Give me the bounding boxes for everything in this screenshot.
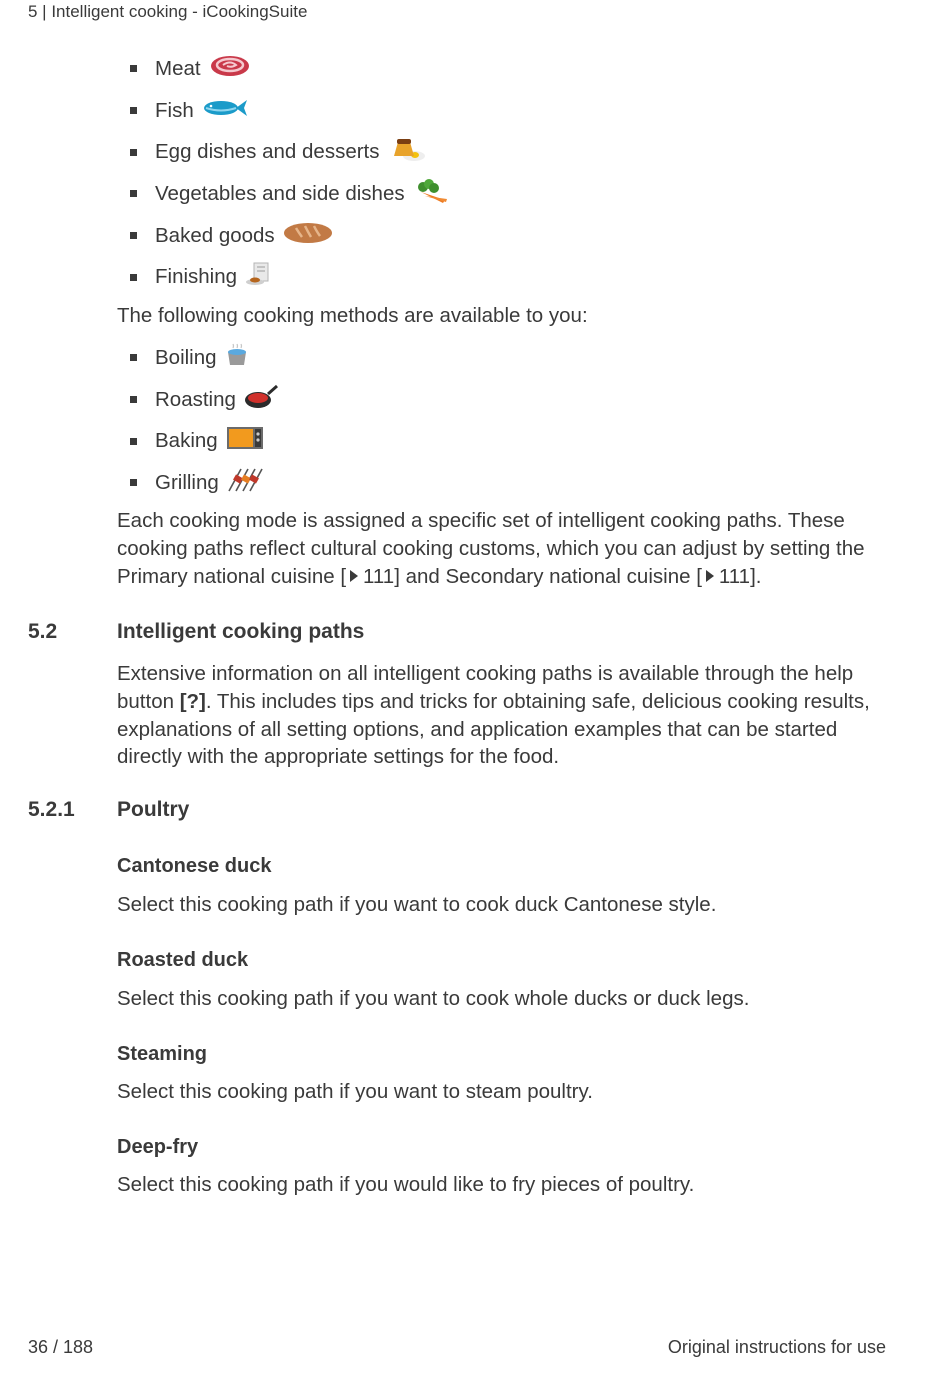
reference-arrow-icon xyxy=(706,570,714,582)
page-number: 36 / 188 xyxy=(28,1337,94,1357)
meat-icon xyxy=(209,53,251,85)
grill-icon xyxy=(227,467,265,499)
fish-icon xyxy=(202,97,248,125)
bullet xyxy=(130,65,137,72)
subsection-number: 5.2.1 xyxy=(28,798,75,821)
method-label: Roasting xyxy=(155,387,236,411)
footer-note: Original instructions for use xyxy=(667,1337,886,1357)
cooking-path-title: Roasted duck xyxy=(117,949,249,971)
methods-intro: The following cooking methods are available to you: xyxy=(117,304,588,327)
cooking-path-title: Steaming xyxy=(117,1043,208,1065)
cooking-modes-list xyxy=(117,48,449,298)
list-item xyxy=(117,420,278,462)
mode-label: Vegetables and side dishes xyxy=(155,181,405,205)
list-item xyxy=(117,462,278,504)
reference-arrow-icon xyxy=(350,570,358,582)
list-item xyxy=(117,173,449,215)
list-item xyxy=(117,48,449,90)
cooking-path-description: Select this cooking path if you would like to fry pieces of poultry. xyxy=(117,1173,695,1196)
bullet xyxy=(130,232,137,239)
cooking-path-description: Select this cooking path if you want to cook duck Cantonese style. xyxy=(117,893,717,916)
help-button-label: [?] xyxy=(179,689,206,713)
list-item xyxy=(117,379,278,421)
oven-icon xyxy=(226,425,264,457)
list-item xyxy=(117,90,449,132)
cooking-methods-list xyxy=(117,337,278,504)
bullet xyxy=(130,479,137,486)
running-header: 5 | Intelligent cooking - iCookingSuite xyxy=(28,2,308,21)
bullet xyxy=(130,149,137,156)
method-label: Boiling xyxy=(155,345,217,369)
bullet xyxy=(130,396,137,403)
pot-icon xyxy=(225,343,249,373)
section-number: 5.2 xyxy=(28,620,58,643)
page-reference[interactable]: 111 xyxy=(363,564,395,588)
text-run: Extensive information on all intelligent cooking paths is available through the help button xyxy=(117,662,854,713)
vegetables-icon xyxy=(413,178,449,210)
cooking-path-title: Deep-fry xyxy=(117,1136,199,1158)
mode-label: Meat xyxy=(155,56,201,80)
mode-label: Egg dishes and desserts xyxy=(155,140,380,164)
list-item xyxy=(117,337,278,379)
text-run: ]. xyxy=(750,564,762,588)
pudding-egg-icon xyxy=(388,136,426,168)
assignment-paragraph xyxy=(117,507,892,590)
text-run: . This includes tips and tricks for obtaining safe, delicious cooking results, explanations of all setting options, and application examples that can be started directly with the appropriate settings for the food. xyxy=(117,689,870,769)
bullet xyxy=(130,438,137,445)
cooking-path-description: Select this cooking path if you want to cook whole ducks or duck legs. xyxy=(117,987,750,1010)
list-item xyxy=(117,256,449,298)
bullet xyxy=(130,107,137,114)
page-reference[interactable]: 111 xyxy=(718,564,751,588)
section-paragraph xyxy=(117,660,892,771)
mode-label: Baked goods xyxy=(155,223,275,247)
mode-label: Fish xyxy=(155,98,194,122)
text-run: ] and Secondary national cuisine [ xyxy=(394,564,702,588)
cooking-path-description: Select this cooking path if you want to steam poultry. xyxy=(117,1080,593,1103)
pan-icon xyxy=(244,384,278,416)
subsection-title: Poultry xyxy=(117,798,190,821)
mode-label: Finishing xyxy=(155,265,238,289)
finishing-plate-icon xyxy=(245,261,271,293)
section-title: Intelligent cooking paths xyxy=(117,620,365,643)
method-label: Grilling xyxy=(155,470,219,494)
cooking-path-title: Cantonese duck xyxy=(117,855,272,877)
bullet xyxy=(130,274,137,281)
text-run: Each cooking mode is assigned a specific set of intelligent cooking paths. These cooking paths reflect cultural cooking customs, which you can adjust by setting the Primary national cuisine [ xyxy=(117,509,865,588)
method-label: Baking xyxy=(155,429,218,453)
bullet xyxy=(130,190,137,197)
bread-icon xyxy=(283,221,333,251)
list-item xyxy=(117,131,449,173)
list-item xyxy=(117,215,449,257)
bullet xyxy=(130,354,137,361)
